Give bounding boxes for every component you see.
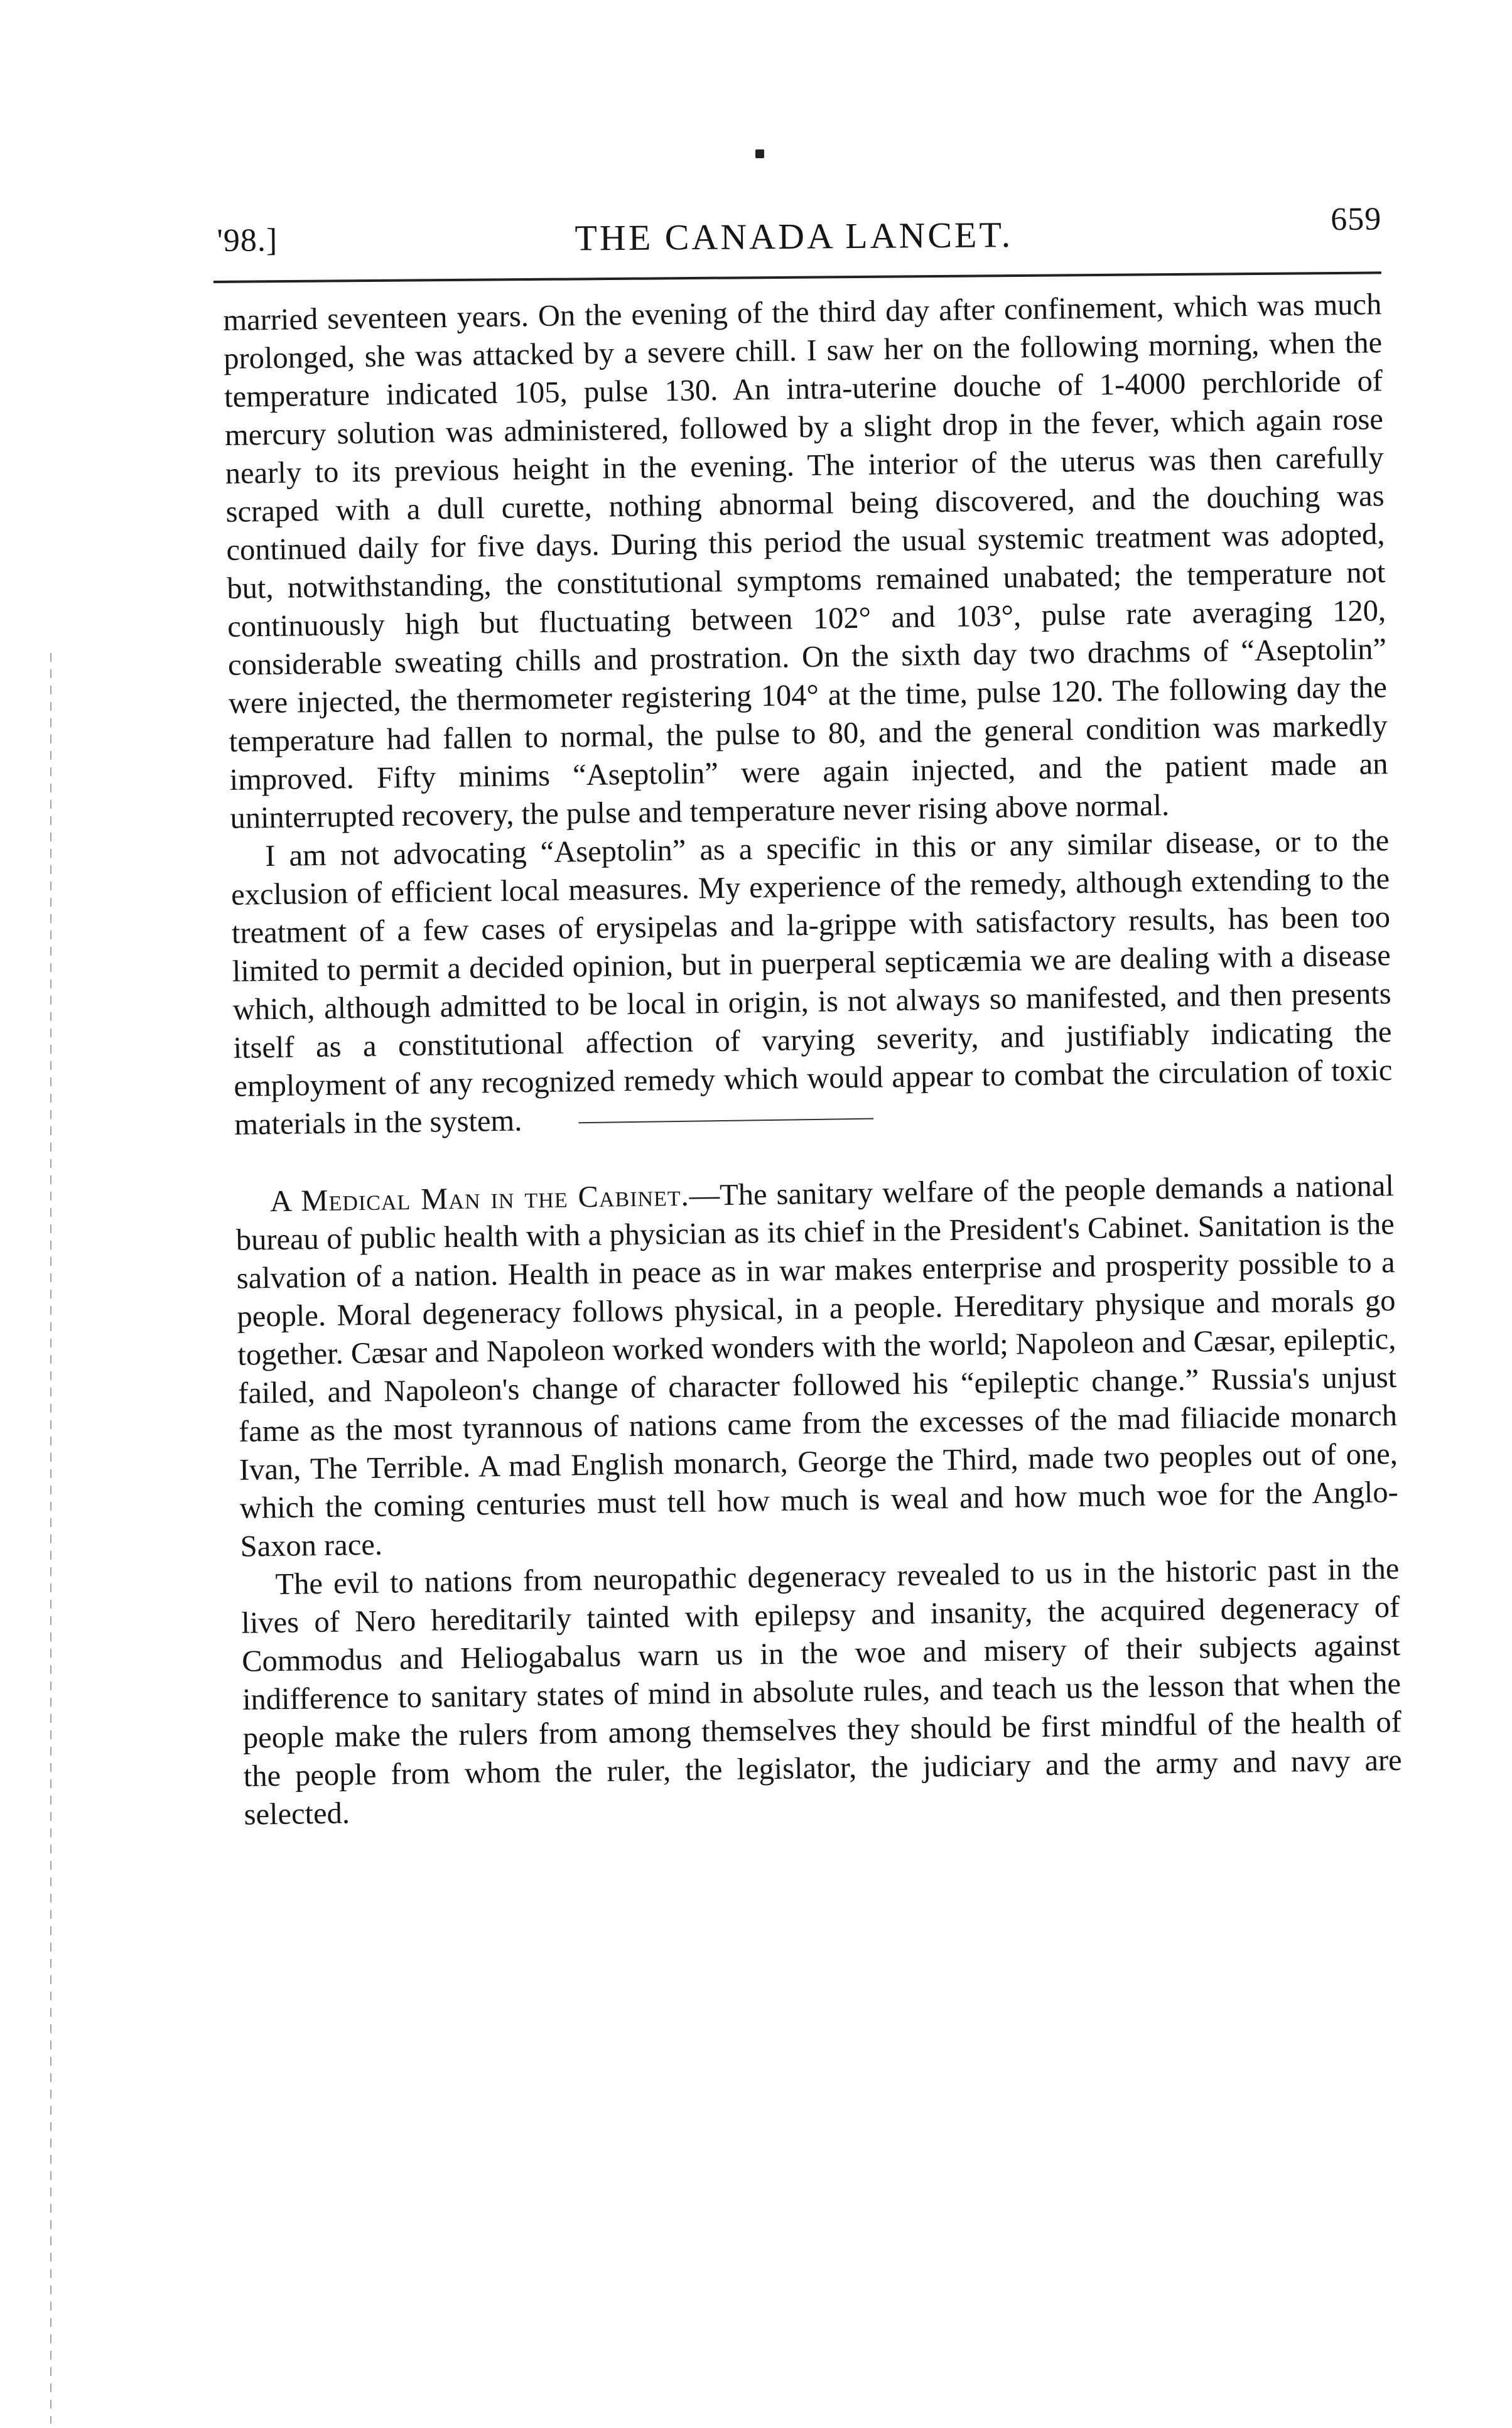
journal-title: THE CANADA LANCET. (575, 214, 1013, 259)
section-paragraph: The evil to nations from neuropathic degeneracy revealed to us in the historic past in the lives of Nero hereditarily tainted with epilepsy and insanity, the acquired degeneracy of Commodus and Heliogabalus warn us in the woe and misery of their subjects against indifference to sanitary states of mind in absolute rules, and teach us the lesson that when the people make the rulers from among themselves they should be first mindful of the health of the people from whom the ruler, the legislator, the judiciary and the army and navy are selected. (241, 1552, 1402, 1832)
body-text (223, 285, 1403, 1834)
section-paragraph (235, 1167, 1399, 1566)
section-paragraph-text: —The sanitary welfare of the people demands a national bureau of public health with a physician as its chief in the President's Cabinet. Sanitation is the salvation of a nation. Health in peace as in war makes enterprise and prosperity possible to a people. Moral degeneracy follows physical, in a people. Hereditary physique and morals go together. Cæsar and Napoleon worked wonders with the world; Napoleon and Cæsar, epileptic, failed, and Napoleon's change of character followed his “epileptic change.” Russia's unjust fame as the most tyrannous of nations came from the excesses of the mad filiacide monarch Ivan, The Terrible. A mad English monarch, George the Third, made two peoples out of one, which the coming centuries must tell how much is weal and how much woe for the Anglo-Saxon race. (235, 1169, 1399, 1563)
article-paragraph: married seventeen years. On the evening of the third day after confinement, which was much prolonged, she was attacked by a severe chill. I saw her on the following morning, when the temperature indicated 105, pulse 130. An intra-uterine douche of 1-4000 perchloride of mercury solution was administered, followed by a slight drop in the fever, which again rose nearly to its previous height in the evening. The interior of the uterus was then carefully scraped with a dull curette, nothing abnormal being discovered, and the douching was continued daily for five days. During this period the usual systemic treatment was adopted, but, notwithstanding, the constitutional symptoms remained unabated; the temperature not continuously high but fluctuating between 102° and 103°, pulse rate averaging 120, considerable sweating chills and prostration. On the sixth day two drachms of “Aseptolin” were injected, the thermometer registering 104° at the time, pulse 120. The following day the temperature had fallen to normal, the pulse to 80, and the general condition was markedly improved. Fifty minims “Aseptolin” were again injected, and the patient made an uninterrupted recovery, the pulse and temperature never rising above normal. (223, 288, 1388, 835)
left-margin-rule (50, 653, 51, 2424)
issue-year: '98.] (217, 222, 278, 259)
running-header (217, 192, 1382, 270)
header-rule (213, 271, 1381, 283)
section-divider (578, 1118, 873, 1124)
article-paragraph-text: I am not advocating “Aseptolin” as a specific in this or any similar disease, or to the exclusion of efficient local measures. My experience of the remedy, although extending to the treatment of a few cases of erysipelas and la-grippe with satisfactory results, has been too limited to permit a decided opinion, but in puerperal septicæmia we are dealing with a disease which, although admitted to be local in origin, is not always so manifested, and then presents itself as a constitutional affection of varying severity, and justifiably indicating the employment of any recognized remedy which would appear to combat the circulation of toxic materials in the system. (230, 824, 1393, 1141)
section-heading: A Medical Man in the Cabinet. (269, 1179, 690, 1219)
page-number: 659 (1331, 201, 1382, 238)
article-paragraph (230, 821, 1393, 1144)
top-ink-mark (755, 149, 764, 158)
